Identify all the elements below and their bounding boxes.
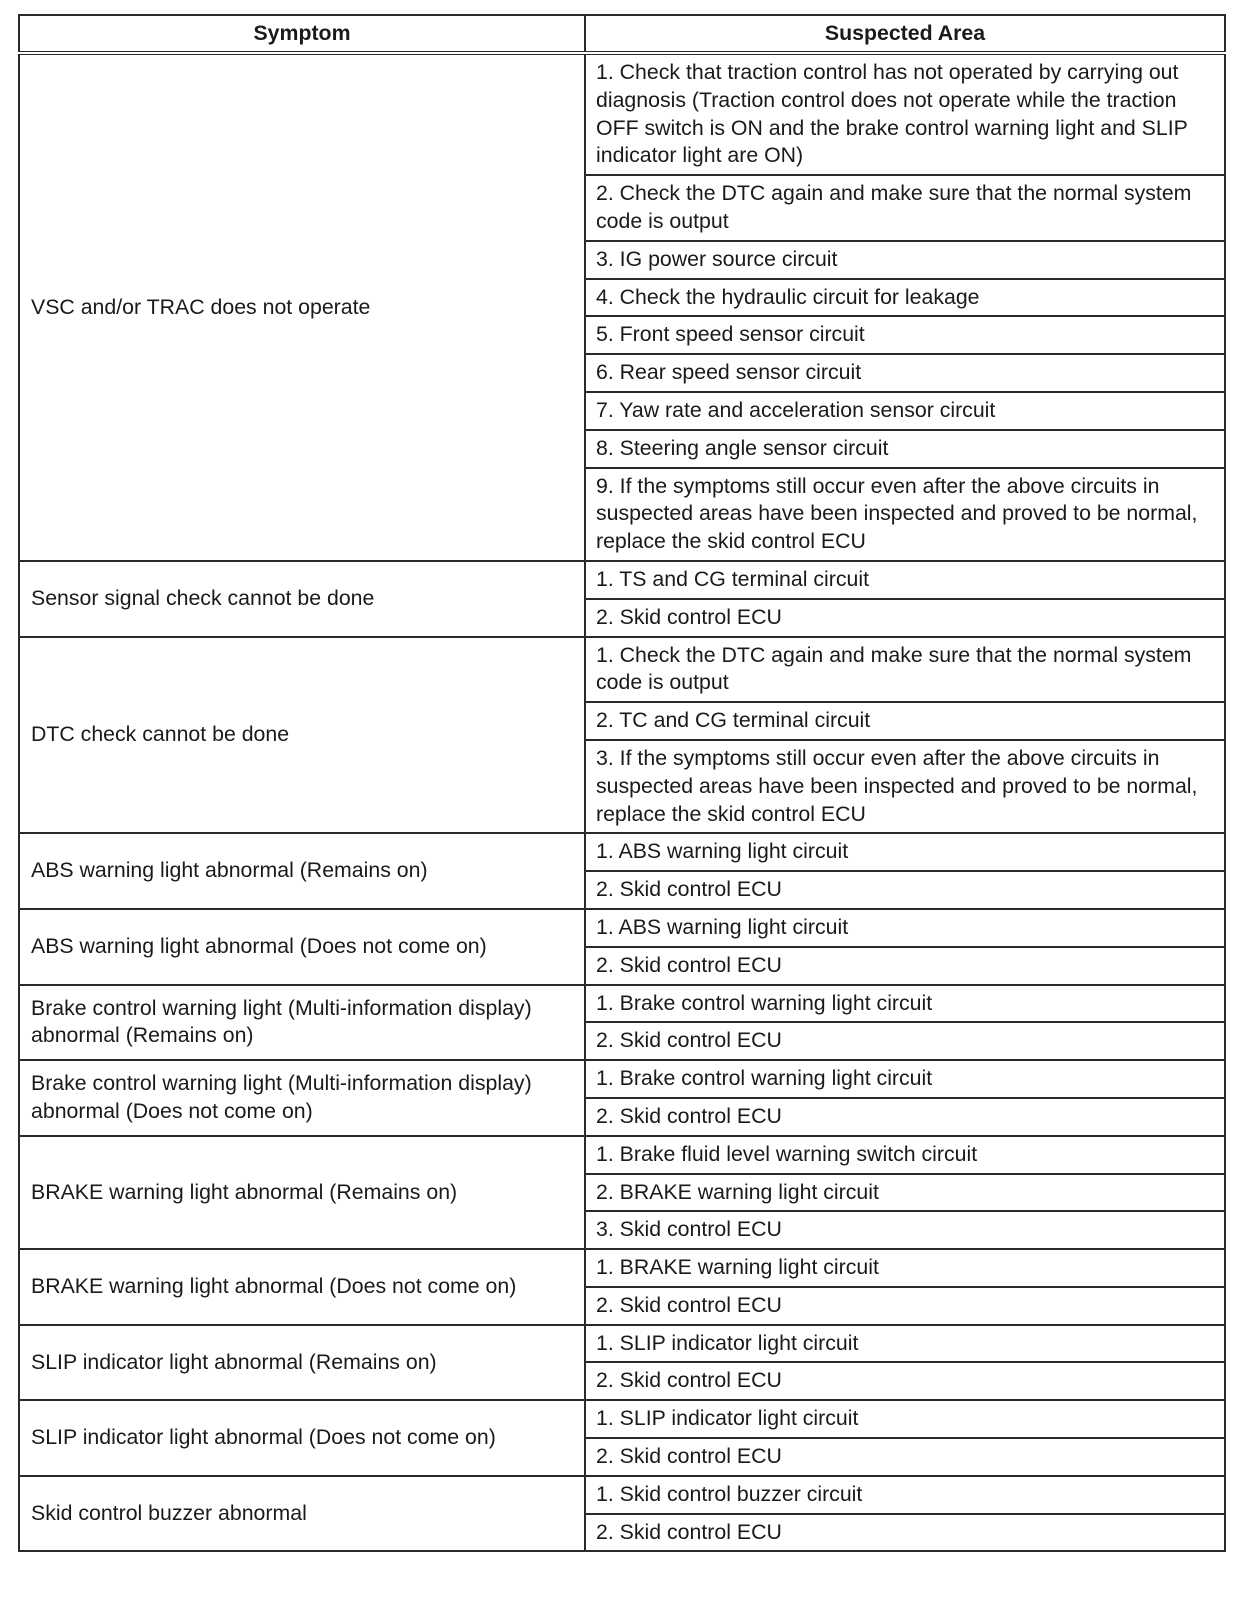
- symptom-cell: Sensor signal check cannot be done: [19, 561, 585, 637]
- suspected-area-cell: 2. Skid control ECU: [585, 871, 1225, 909]
- suspected-area-cell: 1. TS and CG terminal circuit: [585, 561, 1225, 599]
- header-row: [19, 15, 1225, 53]
- suspected-area-cell: 9. If the symptoms still occur even after the above circuits in suspected areas have been inspected and proved to be normal, replace the skid control ECU: [585, 468, 1225, 561]
- suspected-area-cell: 2. BRAKE warning light circuit: [585, 1174, 1225, 1212]
- suspected-area-cell: 1. BRAKE warning light circuit: [585, 1249, 1225, 1287]
- suspected-area-cell: 3. Skid control ECU: [585, 1211, 1225, 1249]
- suspected-area-cell: 2. TC and CG terminal circuit: [585, 702, 1225, 740]
- suspected-area-cell: 1. SLIP indicator light circuit: [585, 1400, 1225, 1438]
- table-row: [19, 985, 1225, 1023]
- suspected-area-cell: 7. Yaw rate and acceleration sensor circuit: [585, 392, 1225, 430]
- table-row: [19, 561, 1225, 599]
- suspected-area-cell: 1. ABS warning light circuit: [585, 909, 1225, 947]
- suspected-area-cell: 3. IG power source circuit: [585, 241, 1225, 279]
- suspected-area-cell: 6. Rear speed sensor circuit: [585, 354, 1225, 392]
- suspected-area-cell: 4. Check the hydraulic circuit for leakage: [585, 279, 1225, 317]
- symptom-cell: ABS warning light abnormal (Remains on): [19, 833, 585, 909]
- suspected-area-cell: 2. Skid control ECU: [585, 947, 1225, 985]
- table-row: [19, 637, 1225, 703]
- symptom-cell: Brake control warning light (Multi-information display) abnormal (Remains on): [19, 985, 585, 1061]
- suspected-area-cell: 1. Brake fluid level warning switch circuit: [585, 1136, 1225, 1174]
- suspected-area-cell: 2. Skid control ECU: [585, 599, 1225, 637]
- suspected-area-cell: 1. SLIP indicator light circuit: [585, 1325, 1225, 1363]
- suspected-area-cell: 8. Steering angle sensor circuit: [585, 430, 1225, 468]
- suspected-area-cell: 1. Check that traction control has not operated by carrying out diagnosis (Traction control does not operate while the traction OFF switch is ON and the brake control warning light and SLIP indicator light are ON): [585, 53, 1225, 175]
- suspected-area-cell: 3. If the symptoms still occur even after the above circuits in suspected areas have been inspected and proved to be normal, replace the skid control ECU: [585, 740, 1225, 833]
- table-body: [19, 53, 1225, 1551]
- symptom-cell: Skid control buzzer abnormal: [19, 1476, 585, 1552]
- table-row: [19, 909, 1225, 947]
- problem-symptoms-table: [18, 14, 1226, 1552]
- table-row: [19, 1249, 1225, 1287]
- table-row: [19, 1136, 1225, 1174]
- symptom-cell: ABS warning light abnormal (Does not come on): [19, 909, 585, 985]
- table-row: [19, 1060, 1225, 1098]
- suspected-area-cell: 2. Skid control ECU: [585, 1098, 1225, 1136]
- suspected-area-cell: 2. Check the DTC again and make sure that the normal system code is output: [585, 175, 1225, 241]
- suspected-area-cell: 1. ABS warning light circuit: [585, 833, 1225, 871]
- suspected-area-cell: 2. Skid control ECU: [585, 1362, 1225, 1400]
- suspected-area-cell: 1. Check the DTC again and make sure that the normal system code is output: [585, 637, 1225, 703]
- table-row: [19, 833, 1225, 871]
- suspected-area-cell: 5. Front speed sensor circuit: [585, 316, 1225, 354]
- suspected-area-cell: 1. Brake control warning light circuit: [585, 985, 1225, 1023]
- table-row: [19, 53, 1225, 175]
- symptom-cell: DTC check cannot be done: [19, 637, 585, 834]
- table-header: [19, 15, 1225, 53]
- suspected-area-cell: 1. Skid control buzzer circuit: [585, 1476, 1225, 1514]
- symptom-column-header: Symptom: [19, 15, 585, 53]
- suspected-area-cell: 1. Brake control warning light circuit: [585, 1060, 1225, 1098]
- table-row: [19, 1325, 1225, 1363]
- table-row: [19, 1476, 1225, 1514]
- symptom-cell: BRAKE warning light abnormal (Does not come on): [19, 1249, 585, 1325]
- symptom-cell: BRAKE warning light abnormal (Remains on): [19, 1136, 585, 1249]
- table-row: [19, 1400, 1225, 1438]
- symptom-cell: SLIP indicator light abnormal (Remains on): [19, 1325, 585, 1401]
- symptom-cell: Brake control warning light (Multi-information display) abnormal (Does not come on): [19, 1060, 585, 1136]
- symptom-cell: SLIP indicator light abnormal (Does not come on): [19, 1400, 585, 1476]
- suspected-area-cell: 2. Skid control ECU: [585, 1287, 1225, 1325]
- suspected-area-cell: 2. Skid control ECU: [585, 1514, 1225, 1552]
- suspected-area-cell: 2. Skid control ECU: [585, 1022, 1225, 1060]
- symptom-cell: VSC and/or TRAC does not operate: [19, 53, 585, 561]
- suspected-area-cell: 2. Skid control ECU: [585, 1438, 1225, 1476]
- suspected-area-column-header: Suspected Area: [585, 15, 1225, 53]
